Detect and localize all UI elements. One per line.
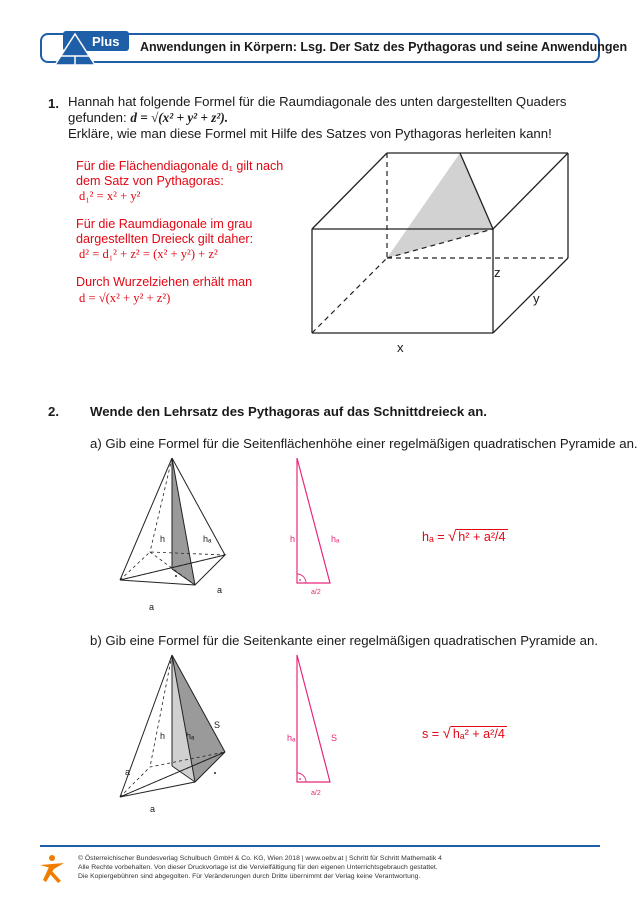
triangle-b-diagram	[290, 652, 350, 787]
formula-a: hₐ = √ h² + a²/4	[422, 528, 506, 545]
task2a-text: a) Gib eine Formel für die Seitenflächenhöhe einer regelmäßigen quadratischen Pyramide an.	[90, 436, 638, 451]
pyr-a-h-label: h	[160, 534, 166, 544]
answer-p1a: Für die Flächendiagonale d₁ gilt nach	[76, 159, 284, 173]
tri-b-s-label: S	[331, 733, 338, 743]
pyr-b-s-label: S	[214, 720, 221, 730]
tri-b-ha-label: hₐ	[287, 733, 296, 743]
formula-b-radicand: hₐ² + a²/4	[452, 727, 505, 741]
task1-found-label: gefunden:	[68, 110, 127, 125]
cuboid-diagram	[300, 145, 590, 355]
answer-formula3: d = √(x² + y² + z²)	[79, 291, 171, 305]
footer-line2: Alle Rechte vorbehalten. Von dieser Druckvorlage ist die Vervielfältigung für den eigenen Unterrichtsgebrauch gestattet.	[78, 864, 438, 871]
footer-divider	[40, 845, 600, 847]
answer-p2b: dargestellten Dreieck gilt daher:	[76, 232, 254, 246]
formula-b: s = √ hₐ² + a²/4	[422, 725, 505, 742]
pyr-a-side-a: a	[217, 585, 223, 595]
answer-p3: Durch Wurzelziehen erhält man	[76, 275, 253, 289]
footer-line3: Die Kopiergebühren sind abgegolten. Für Veränderungen durch Dritte übernimmt der Verlag keine Verantwortung.	[78, 873, 421, 880]
answer-p1b: dem Satz von Pythagoras:	[76, 174, 224, 188]
tri-a-half-label: a/2	[311, 589, 321, 596]
plus-badge: Plus	[92, 34, 120, 49]
label-y: y	[533, 291, 540, 306]
pyr-a-base-a: a	[149, 602, 155, 612]
task2b-text: b) Gib eine Formel für die Seitenkante einer regelmäßigen quadratischen Pyramide an.	[90, 633, 598, 648]
answer-formula2: d² = d₁² + z² = (x² + y²) + z²	[79, 247, 218, 261]
pyr-b-side-a: a	[125, 767, 131, 777]
page-title: Anwendungen in Körpern: Lsg. Der Satz des Pythagoras und seine Anwendungen	[140, 40, 628, 54]
answer-p2a: Für die Raumdiagonale im grau	[76, 217, 253, 231]
tri-b-half-label: a/2	[311, 790, 321, 797]
pyr-a-ha-label: hₐ	[203, 534, 212, 544]
task2-number: 2.	[48, 404, 59, 419]
task1-formula: d = √(x² + y² + z²).	[130, 110, 229, 125]
answer-formula1: d₁² = x² + y²	[79, 189, 141, 203]
formula-a-left: hₐ =	[422, 530, 445, 544]
triangle-a-diagram	[290, 455, 350, 590]
publisher-logo-icon	[40, 853, 64, 883]
task1-line2	[68, 110, 228, 126]
task2-heading: Wende den Lehrsatz des Pythagoras auf das Schnittdreieck an.	[90, 404, 487, 419]
tri-a-h-label: h	[290, 534, 296, 544]
pyr-b-ha-label: hₐ	[186, 731, 195, 741]
pyramid-b-diagram	[110, 652, 240, 807]
pyr-b-base-a: a	[150, 804, 156, 814]
task1-line3: Erkläre, wie man diese Formel mit Hilfe des Satzes von Pythagoras herleiten kann!	[68, 126, 552, 141]
task1-line1: Hannah hat folgende Formel für die Raumdiagonale des unten dargestellten Quaders	[68, 94, 567, 109]
formula-b-left: s =	[422, 727, 440, 741]
task1-number: 1.	[48, 96, 59, 111]
footer-line1: © Österreichischer Bundesverlag Schulbuch GmbH & Co. KG, Wien 2018 | www.oebv.at | Schritt für Schritt Mathematik 4	[78, 855, 442, 862]
tri-a-ha-label: hₐ	[331, 534, 340, 544]
pyr-b-h-label: h	[160, 731, 166, 741]
formula-a-radicand: h² + a²/4	[458, 530, 506, 544]
label-z: z	[494, 265, 501, 280]
label-x: x	[397, 340, 404, 355]
